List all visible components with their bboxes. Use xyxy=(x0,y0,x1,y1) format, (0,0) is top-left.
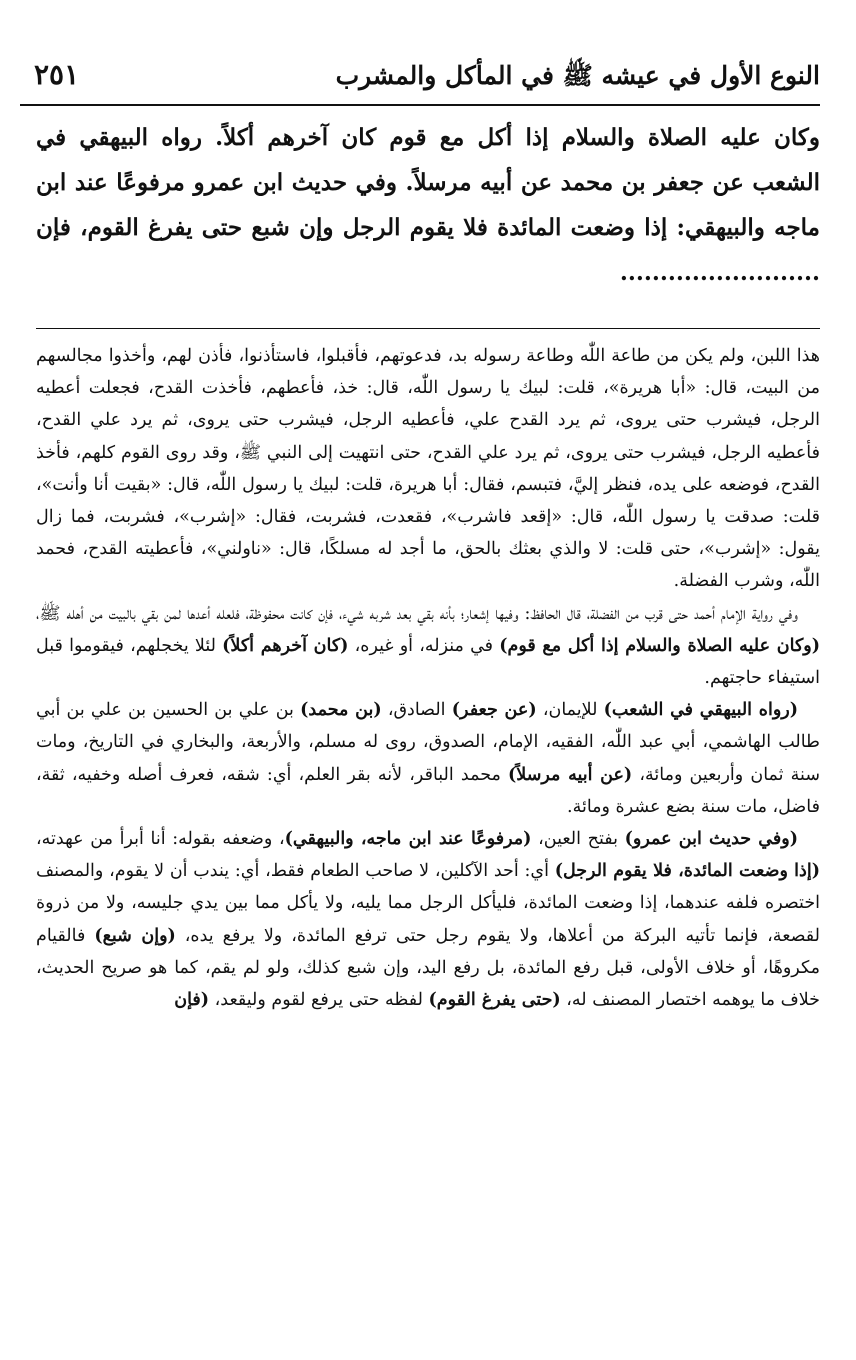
matn-text: وكان عليه الصلاة والسلام إذا أكل مع قوم كان آخرهم أكلاً. رواه البيهقي في الشعب عن جعفر بن محمد عن أبيه مرسلاً. وفي حديث ابن عمرو مرفوعًا عند ابن ماجه والبيهقي: إذا وضعت المائدة فلا يقوم الرجل وإن شبع حتى يفرغ القوم، فإن ......................... xyxy=(36,124,820,286)
commentary-text: لفظه حتى يرفع لقوم وليقعد، xyxy=(209,990,429,1011)
commentary-text: للإيمان، xyxy=(536,700,604,721)
commentary-text: محمد الباقر، لأنه بقر العلم، أي: شقه، فعرف أصله وخفيه، ثقة، فاضل، مات سنة بضع عشرة ومائة. xyxy=(36,764,820,817)
header-rule xyxy=(20,104,820,106)
commentary-text: أي: أحد الآكلين، لا صاحب الطعام فقط، أي: يندب أن لا يقوم، والمصنف اختصره فلفه عندهما، إذا وضعت المائدة، فليأكل الرجل مما يليه، ولا يأكل مما بين يدي جليسه، ولا من ذروة لقصعة، فإنما تأتيه البركة من أعلاها، ولا يقوم رجل حتى ترفع المائدة، ولا يرفع يده، xyxy=(36,861,820,946)
commentary-text: ، وضعفه بقوله: أنا أبرأ من عهدته، xyxy=(36,829,285,850)
commentary-text: لئلا يخجلهم، فيقوموا قبل استيفاء حاجتهم. xyxy=(36,635,820,689)
commentary-paragraph-4 xyxy=(36,823,820,1016)
quoted-matn: (وكان عليه الصلاة والسلام إذا أكل مع قوم) xyxy=(499,635,821,656)
commentary-paragraph-3 xyxy=(36,694,820,823)
quoted-matn: (فإن xyxy=(174,990,210,1011)
commentary-text: بفتح العين، xyxy=(531,829,625,850)
page-number: ٢٥١ xyxy=(34,58,80,91)
commentary-paragraph-2 xyxy=(36,598,820,695)
quoted-matn: (كان آخرهم أكلاً) xyxy=(222,635,349,656)
running-header xyxy=(34,58,820,102)
commentary xyxy=(36,340,820,1016)
quoted-matn: (رواه البيهقي في الشعب) xyxy=(603,700,799,721)
quoted-matn: (وفي حديث ابن عمرو) xyxy=(624,829,798,850)
commentary-text: الصادق، xyxy=(381,700,452,721)
commentary-text: وفي رواية الإمام أحمد حتى قرب من الفضلة، قال الحافظ: وفيها إشعار؛ بأنه بقي بعد شربه شيء، فإن كانت محفوظة، فلعله أعدها لمن بقي بالبيت من أهله ﷺ، xyxy=(36,603,798,624)
matn-divider xyxy=(36,328,820,329)
commentary-text: في منزله، أو غيره، xyxy=(348,635,500,656)
quoted-matn: (حتى يفرغ القوم) xyxy=(428,990,561,1011)
quoted-matn: (إذا وضعت المائدة، فلا يقوم الرجل) xyxy=(554,861,820,882)
commentary-text: بن علي بن الحسين بن علي بن أبي طالب الهاشمي، أبي عبد اللّٰه، الفقيه، الإمام، الصدوق، روى له مسلم، والأربعة، والبخاري في التاريخ، ومات سنة ثمان وأربعين ومائة، xyxy=(36,700,820,785)
quoted-matn: (بن محمد) xyxy=(300,700,382,721)
commentary-text: فالقيام مكروهًا، أو خلاف الأولى، قبل رفع المائدة، بل رفع اليد، وإن شبع كذلك، ولو لم يقم، كما هو صريح الحديث، خلاف ما يوهمه اختصار المصنف له، xyxy=(36,925,820,1011)
quoted-matn: (مرفوعًا عند ابن ماجه، والبيهقي) xyxy=(284,829,532,850)
running-title: النوع الأول في عيشه ﷺ في المأكل والمشرب xyxy=(335,61,820,90)
commentary-paragraph-1: هذا اللبن، ولم يكن من طاعة اللّٰه وطاعة رسوله بد، فدعوتهم، فأقبلوا، فاستأذنوا، فأذن لهم، وأخذوا مجالسهم من البيت، قال: «أبا هريرة»، قلت: لبيك يا رسول اللّٰه، قال: خذ، فأعطهم، فأخذت القدح، فجعلت أعطيه الرجل، فيشرب حتى يروى، ثم يرد القدح علي، فأعطيه الرجل، فيشرب حتى يروى، ثم يرد علي القدح، فأعطيه الرجل، فيشرب حتى يروى، ثم يرد علي القدح، حتى انتهيت إلى النبي ﷺ، وقد روى القوم كلهم، فأخذ القدح، فوضعه على يده، فنظر إليَّ، فتبسم، فقال: أبا هريرة، قلت: لبيك يا رسول اللّٰه، قال: «بقيت أنا وأنت»، قلت: صدقت يا رسول اللّٰه، قال: «إقعد فاشرب»، فقعدت، فشربت، فقال: «إشرب»، فشربت، فما زال يقول: «إشرب»، حتى قلت: لا والذي بعثك بالحق، ما أجد له مسلكًا، قال: «ناولني»، فأعطيته القدح، فحمد اللّٰه، وشرب الفضلة. xyxy=(36,346,820,592)
quoted-matn: (وإن شبع) xyxy=(94,925,176,946)
quoted-matn: (عن جعفر) xyxy=(451,700,537,721)
quoted-matn: (عن أبيه مرسلاً) xyxy=(508,764,633,785)
